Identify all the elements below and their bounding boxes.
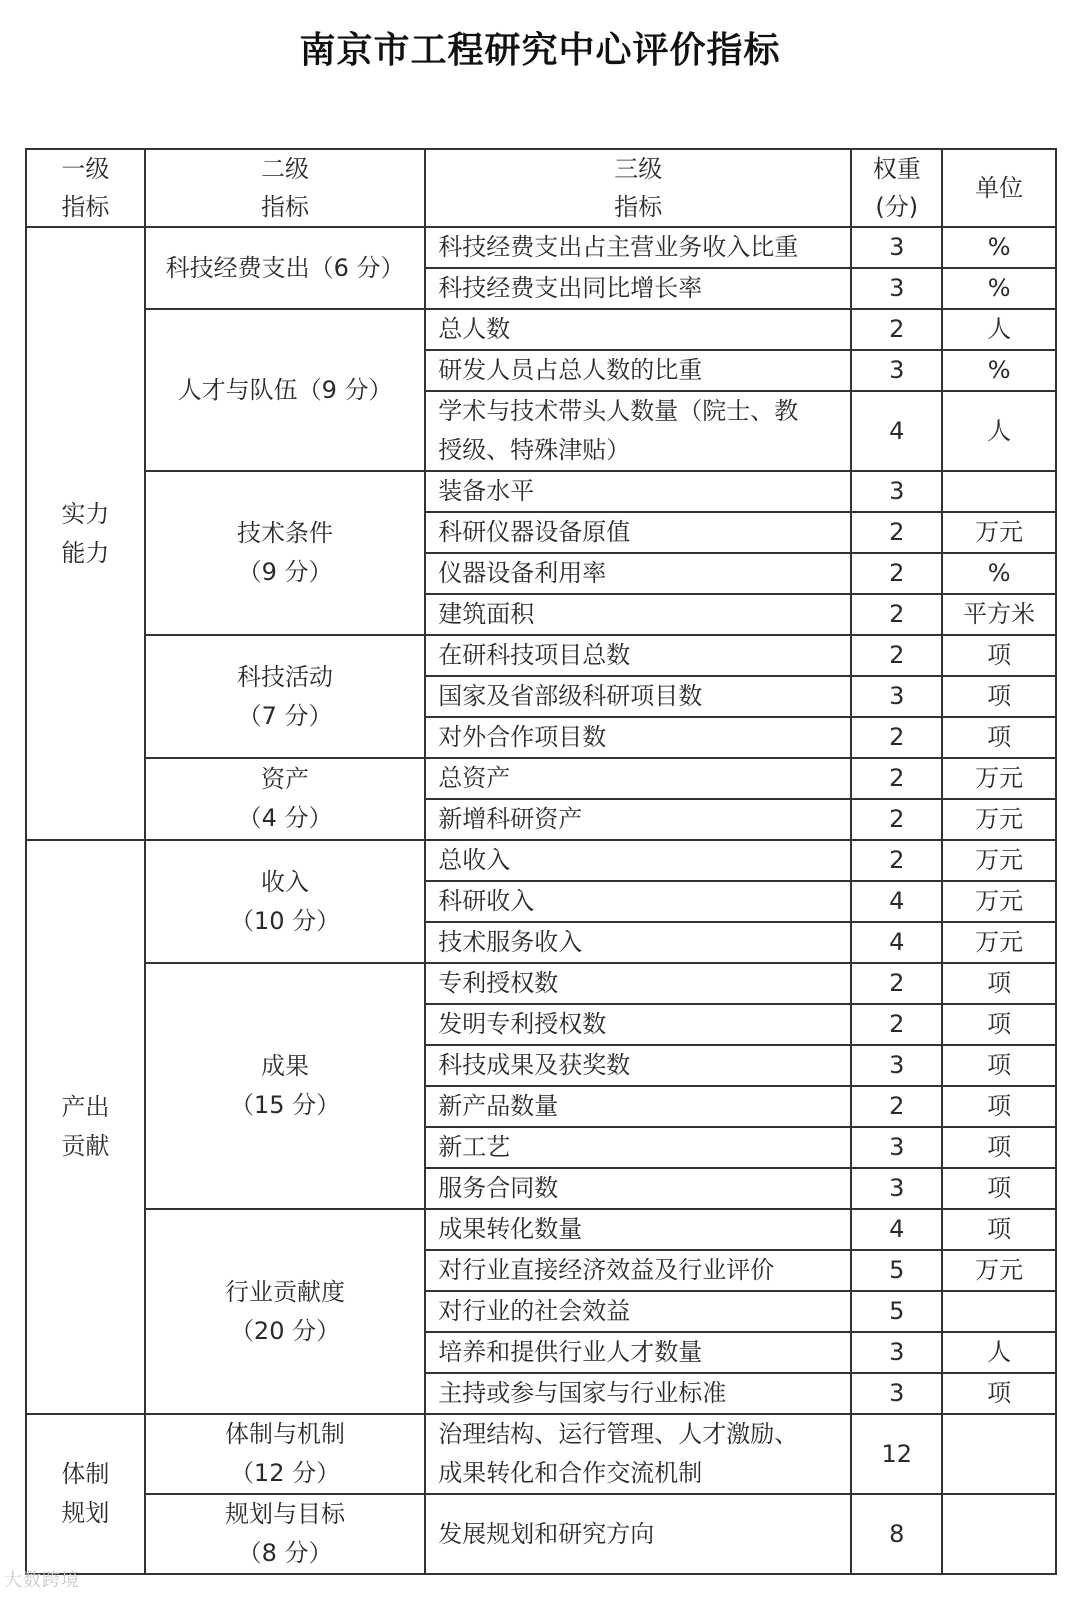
level3-indicator-cell: 发展规划和研究方向 (425, 1494, 851, 1574)
cell-line: （20 分） (229, 1316, 341, 1345)
cell-line: （8 分） (237, 1539, 333, 1567)
cell-line: （4 分） (237, 804, 333, 832)
evaluation-table (25, 148, 1057, 1575)
level3-indicator-cell: 发明专利授权数 (425, 1004, 851, 1045)
unit-cell: 人 (942, 309, 1056, 350)
cell-line: 体制 (61, 1460, 110, 1488)
level2-indicator-cell (145, 1494, 426, 1574)
level1-indicator-cell (26, 840, 145, 1414)
unit-cell (942, 471, 1056, 512)
level3-indicator-cell: 培养和提供行业人才数量 (425, 1332, 851, 1373)
cell-line: 规划与目标 (225, 1500, 346, 1528)
unit-cell: 项 (942, 1209, 1056, 1250)
unit-cell: 项 (942, 1127, 1056, 1168)
cell-line: 成果转化和合作交流机制 (438, 1459, 703, 1487)
weight-cell: 12 (851, 1414, 942, 1494)
cell-line: 科技活动 (237, 662, 334, 691)
weight-cell: 2 (851, 553, 942, 594)
unit-cell: % (942, 553, 1056, 594)
cell-line: 技术条件 (237, 519, 334, 547)
weight-cell: 2 (851, 799, 942, 840)
cell-line: 科技经费支出（6 分） (165, 253, 405, 282)
level3-indicator-cell: 建筑面积 (425, 594, 851, 635)
unit-cell (942, 1414, 1056, 1494)
unit-cell: % (942, 350, 1056, 391)
level3-indicator-cell: 新工艺 (425, 1127, 851, 1168)
header-unit: 单位 (942, 149, 1056, 227)
table-row (26, 1209, 1056, 1250)
weight-cell: 2 (851, 635, 942, 676)
level3-indicator-cell: 科研收入 (425, 881, 851, 922)
level2-indicator-cell (145, 309, 426, 471)
level3-indicator-cell: 科技经费支出同比增长率 (425, 268, 851, 309)
level3-indicator-cell: 装备水平 (425, 471, 851, 512)
weight-cell: 5 (851, 1250, 942, 1291)
unit-cell: 万元 (942, 922, 1056, 963)
weight-cell: 2 (851, 758, 942, 799)
level1-indicator-cell (26, 227, 145, 840)
level3-indicator-cell: 服务合同数 (425, 1168, 851, 1209)
level2-indicator-cell (145, 1414, 426, 1494)
level3-indicator-cell: 专利授权数 (425, 963, 851, 1004)
level3-indicator-cell: 对行业直接经济效益及行业评价 (425, 1250, 851, 1291)
table-row (26, 840, 1056, 881)
weight-cell: 4 (851, 922, 942, 963)
weight-cell: 4 (851, 1209, 942, 1250)
cell-line: 实力 (61, 499, 110, 528)
unit-cell: 万元 (942, 758, 1056, 799)
cell-line: （15 分） (229, 1091, 341, 1119)
cell-line: 收入 (261, 867, 310, 896)
level3-indicator-cell: 新产品数量 (425, 1086, 851, 1127)
table-row (26, 758, 1056, 799)
unit-cell: 人 (942, 1332, 1056, 1373)
header-level1: 一级 指标 (26, 149, 145, 227)
cell-line: 成果 (261, 1052, 310, 1080)
weight-cell: 8 (851, 1494, 942, 1574)
table-header-row (26, 149, 1056, 227)
table-row (26, 1494, 1056, 1574)
level3-indicator-cell: 对行业的社会效益 (425, 1291, 851, 1332)
cell-line: 能力 (61, 538, 110, 567)
level2-indicator-cell (145, 840, 426, 963)
unit-cell: 项 (942, 1168, 1056, 1209)
weight-cell: 2 (851, 717, 942, 758)
level3-indicator-cell: 主持或参与国家与行业标准 (425, 1373, 851, 1414)
weight-cell: 2 (851, 594, 942, 635)
cell-line: （9 分） (237, 558, 333, 586)
table-row (26, 1414, 1056, 1494)
page-title: 南京市工程研究中心评价指标 (299, 30, 781, 71)
unit-cell: 项 (942, 1045, 1056, 1086)
cell-line: 授级、特殊津贴） (438, 436, 631, 464)
level3-indicator-cell: 对外合作项目数 (425, 717, 851, 758)
weight-cell: 3 (851, 227, 942, 268)
weight-cell: 2 (851, 963, 942, 1004)
unit-cell: 万元 (942, 512, 1056, 553)
watermark: 大数跨境 (4, 1570, 80, 1591)
weight-cell: 2 (851, 840, 942, 881)
level3-indicator-cell: 仪器设备利用率 (425, 553, 851, 594)
weight-cell: 2 (851, 1086, 942, 1127)
level2-indicator-cell (145, 1209, 426, 1414)
level3-indicator-cell (425, 1414, 851, 1494)
cell-line: （10 分） (229, 906, 341, 935)
weight-cell: 4 (851, 881, 942, 922)
unit-cell: 人 (942, 391, 1056, 471)
unit-cell: 万元 (942, 799, 1056, 840)
cell-line: 行业贡献度 (225, 1277, 346, 1306)
level3-indicator-cell: 总资产 (425, 758, 851, 799)
level2-indicator-cell (145, 635, 426, 758)
level2-indicator-cell (145, 758, 426, 840)
weight-cell: 3 (851, 1127, 942, 1168)
weight-cell: 3 (851, 350, 942, 391)
weight-cell: 3 (851, 268, 942, 309)
weight-cell: 2 (851, 309, 942, 350)
weight-cell: 3 (851, 676, 942, 717)
unit-cell: 项 (942, 1086, 1056, 1127)
level3-indicator-cell: 科研仪器设备原值 (425, 512, 851, 553)
cell-line: 学术与技术带头人数量（院士、教 (438, 397, 799, 425)
level3-indicator-cell: 国家及省部级科研项目数 (425, 676, 851, 717)
unit-cell: 项 (942, 676, 1056, 717)
cell-line: （7 分） (237, 701, 333, 730)
level2-indicator-cell (145, 227, 426, 309)
unit-cell: 项 (942, 1004, 1056, 1045)
weight-cell: 2 (851, 512, 942, 553)
level2-indicator-cell (145, 963, 426, 1209)
cell-line: 人才与队伍（9 分） (177, 375, 393, 404)
cell-line: 规划 (61, 1499, 110, 1527)
level3-indicator-cell: 总人数 (425, 309, 851, 350)
unit-cell: 万元 (942, 840, 1056, 881)
table-row (26, 635, 1056, 676)
level3-indicator-cell: 科技成果及获奖数 (425, 1045, 851, 1086)
cell-line: 治理结构、运行管理、人才激励、 (438, 1420, 799, 1448)
weight-cell: 2 (851, 1004, 942, 1045)
level3-indicator-cell: 在研科技项目总数 (425, 635, 851, 676)
level3-indicator-cell: 研发人员占总人数的比重 (425, 350, 851, 391)
cell-line: 贡献 (61, 1132, 110, 1160)
weight-cell: 5 (851, 1291, 942, 1332)
level3-indicator-cell: 成果转化数量 (425, 1209, 851, 1250)
unit-cell (942, 1494, 1056, 1574)
unit-cell: 项 (942, 635, 1056, 676)
level2-indicator-cell (145, 471, 426, 635)
cell-line: （12 分） (229, 1459, 341, 1487)
level3-indicator-cell: 总收入 (425, 840, 851, 881)
weight-cell: 3 (851, 1332, 942, 1373)
unit-cell: 万元 (942, 881, 1056, 922)
weight-cell: 3 (851, 1373, 942, 1414)
unit-cell: 万元 (942, 1250, 1056, 1291)
table-row (26, 309, 1056, 350)
level3-indicator-cell: 技术服务收入 (425, 922, 851, 963)
level3-indicator-cell (425, 391, 851, 471)
unit-cell: 项 (942, 963, 1056, 1004)
table-row (26, 227, 1056, 268)
cell-line: 体制与机制 (225, 1420, 346, 1448)
level3-indicator-cell: 新增科研资产 (425, 799, 851, 840)
unit-cell: 平方米 (942, 594, 1056, 635)
weight-cell: 4 (851, 391, 942, 471)
unit-cell: % (942, 268, 1056, 309)
weight-cell: 3 (851, 1045, 942, 1086)
level3-indicator-cell: 科技经费支出占主营业务收入比重 (425, 227, 851, 268)
header-weight: 权重 (分) (851, 149, 942, 227)
cell-line: 资产 (261, 765, 310, 793)
weight-cell: 3 (851, 471, 942, 512)
unit-cell (942, 1291, 1056, 1332)
header-level3: 三级 指标 (425, 149, 851, 227)
unit-cell: % (942, 227, 1056, 268)
unit-cell: 项 (942, 717, 1056, 758)
level1-indicator-cell (26, 1414, 145, 1574)
table-row (26, 963, 1056, 1004)
unit-cell: 项 (942, 1373, 1056, 1414)
cell-line: 产出 (61, 1093, 110, 1121)
weight-cell: 3 (851, 1168, 942, 1209)
table-row (26, 471, 1056, 512)
header-level2: 二级 指标 (145, 149, 426, 227)
